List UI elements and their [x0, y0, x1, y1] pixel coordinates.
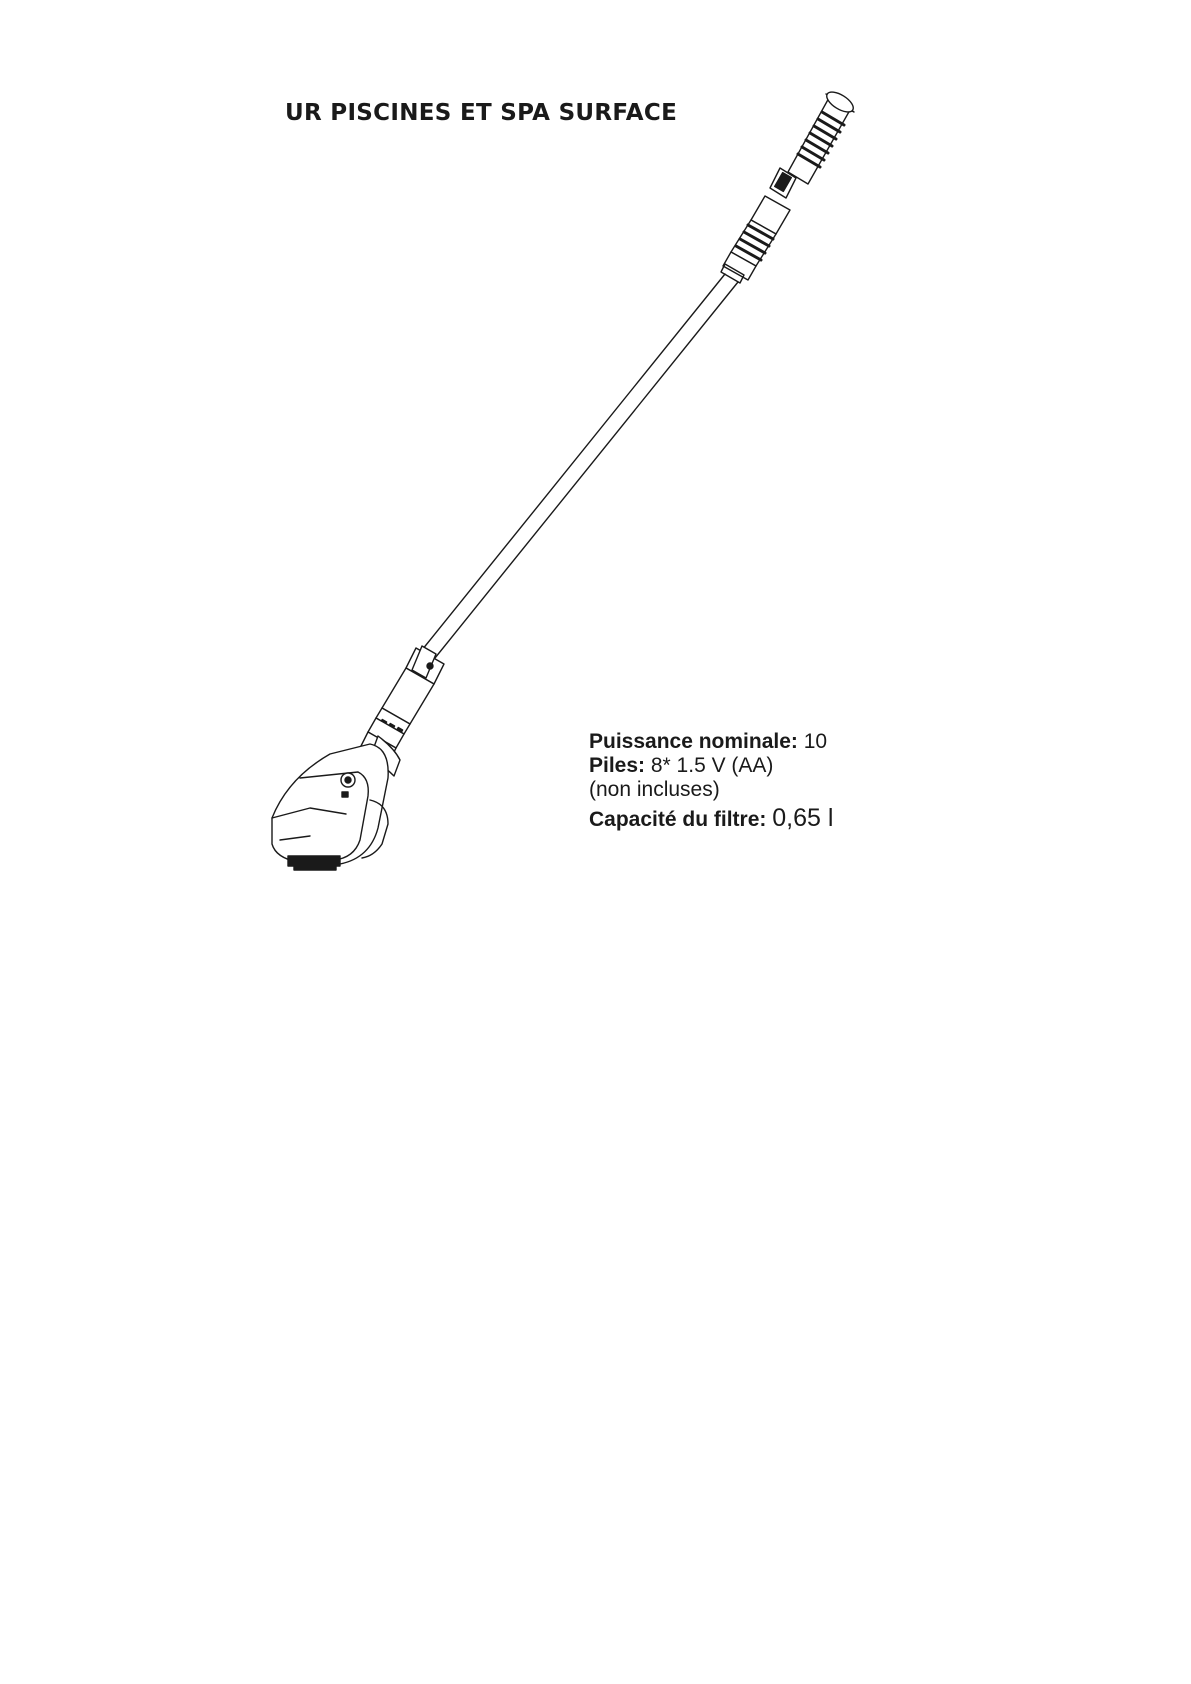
spec-batteries-note [589, 778, 833, 802]
spec-power [589, 730, 833, 754]
spec-capacity-label: Capacité du filtre: [589, 808, 767, 831]
spec-power-value: 10 [803, 730, 828, 753]
lower-collar [368, 646, 444, 748]
spec-batteries [589, 754, 833, 778]
spec-capacity [589, 806, 833, 832]
spec-power-label: Puissance nominale: [589, 730, 798, 753]
spec-batteries-label: Piles: [589, 754, 646, 777]
shaft [422, 274, 738, 658]
spec-batteries-value: 8* 1.5 V (AA) [650, 754, 774, 777]
spec-capacity-value: 0,65 l [772, 804, 834, 832]
spec-batteries-note-text: (non incluses) [589, 778, 720, 801]
handle-grip [770, 88, 856, 198]
page-title: UR PISCINES ET SPA SURFACE [285, 100, 678, 126]
upper-collar [721, 196, 790, 283]
vacuum-head [272, 744, 388, 870]
spec-list [589, 730, 833, 832]
